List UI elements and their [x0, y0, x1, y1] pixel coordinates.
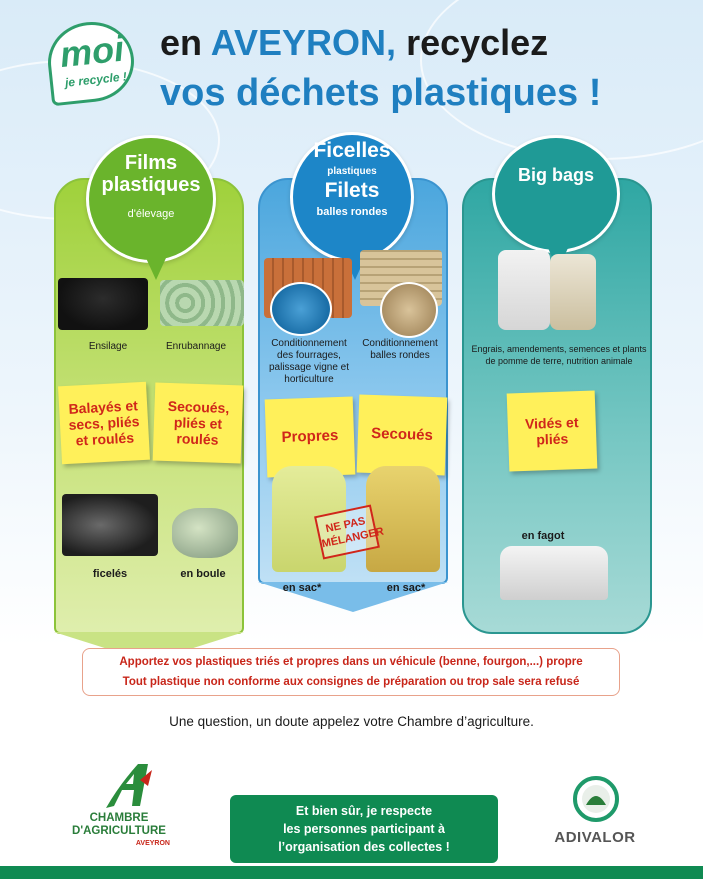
- note-secoues-plies: Secoués, pliés et roulés: [153, 382, 244, 463]
- respect-message-box: [230, 795, 498, 863]
- filets-title: Filets: [324, 179, 380, 202]
- respect-line-1: Et bien sûr, je respecte: [295, 804, 433, 818]
- films-title: Films plastiques: [101, 152, 201, 196]
- title-line-2: vos déchets plastiques !: [160, 72, 602, 114]
- en-sac-label-2: en sac*: [386, 582, 426, 594]
- note-propres: Propres: [265, 396, 356, 477]
- ensilage-photo: [58, 278, 148, 330]
- enrubannage-photo: [160, 280, 244, 326]
- title-suffix: recyclez: [396, 22, 549, 63]
- chambre-sub: AVEYRON: [135, 840, 170, 847]
- filets-detail-photo: [380, 282, 438, 338]
- sac-filets-photo: [366, 466, 440, 572]
- adivalor-name: ADIVALOR: [554, 829, 636, 846]
- filets-usage-label: Conditionnement balles rondes: [362, 338, 438, 361]
- chambre-line-1: CHAMBRE: [89, 812, 149, 824]
- enrubannage-label: Enrubannage: [165, 341, 227, 352]
- ficelles-title: Ficelles: [313, 139, 391, 162]
- bigbags-usage-label: Engrais, amendements, semences et plants de pomme de terre, nutrition animale: [471, 344, 647, 366]
- ensilage-label: Ensilage: [88, 341, 128, 352]
- films-subtitle: d'élevage: [127, 208, 175, 220]
- filets-subtitle: balles rondes: [316, 206, 388, 218]
- logo-main-text: moi: [57, 27, 126, 76]
- adivalor-recycle-icon: [572, 775, 620, 823]
- question-text: Une question, un doute appelez votre Chambre d’agriculture.: [169, 714, 534, 729]
- ficeles-photo: [62, 494, 158, 556]
- title-highlight: AVEYRON,: [210, 22, 397, 63]
- info-line-1: Apportez vos plastiques triés et propres dans un véhicule (benne, fourgon,...) propre: [119, 656, 583, 668]
- chambre-line-2: D'AGRICULTURE: [72, 825, 166, 837]
- title-prefix: en: [160, 22, 211, 63]
- note-vides-plies: Vidés et pliés: [507, 390, 598, 471]
- note-balayes: Balayés et secs, pliés et roulés: [58, 382, 150, 464]
- note-secoues: Secoués: [357, 394, 448, 475]
- ficelles-detail-photo: [270, 282, 332, 336]
- bottom-bar: [0, 866, 703, 879]
- logo-sub-text: je recycle !: [64, 69, 128, 90]
- chambre-name: [64, 812, 174, 838]
- fagot-photo: [500, 546, 608, 600]
- ficelles-usage-label: Conditionnement des fourrages, palissage vigne et horticulture: [268, 338, 350, 385]
- ne-pas-melanger-stamp: NE PAS MÉLANGER: [314, 504, 380, 559]
- ficeles-label: ficelés: [92, 568, 128, 580]
- en-boule-label: en boule: [180, 568, 226, 580]
- respect-line-2: les personnes participant à: [283, 822, 445, 836]
- chambre-agriculture-logo: [64, 760, 174, 860]
- title-line-1: [160, 22, 548, 64]
- big-bag-beige-photo: [550, 254, 596, 330]
- en-fagot-label: en fagot: [521, 530, 565, 542]
- films-bubble-tail: [146, 258, 166, 280]
- bigbags-bubble: [492, 135, 620, 253]
- respect-line-3: l’organisation des collectes !: [278, 840, 450, 854]
- bigbags-title: Big bags: [517, 165, 594, 185]
- en-sac-label-1: en sac*: [282, 582, 322, 594]
- ficelles-subtitle: plastiques: [327, 166, 377, 177]
- en-boule-photo: [172, 508, 238, 558]
- info-line-2: Tout plastique non conforme aux consignes de préparation ou trop sale sera refusé: [122, 676, 580, 688]
- info-box: [82, 648, 620, 696]
- chambre-a-icon: [100, 760, 158, 810]
- adivalor-logo: [540, 775, 650, 855]
- big-bag-white-photo: [498, 250, 550, 330]
